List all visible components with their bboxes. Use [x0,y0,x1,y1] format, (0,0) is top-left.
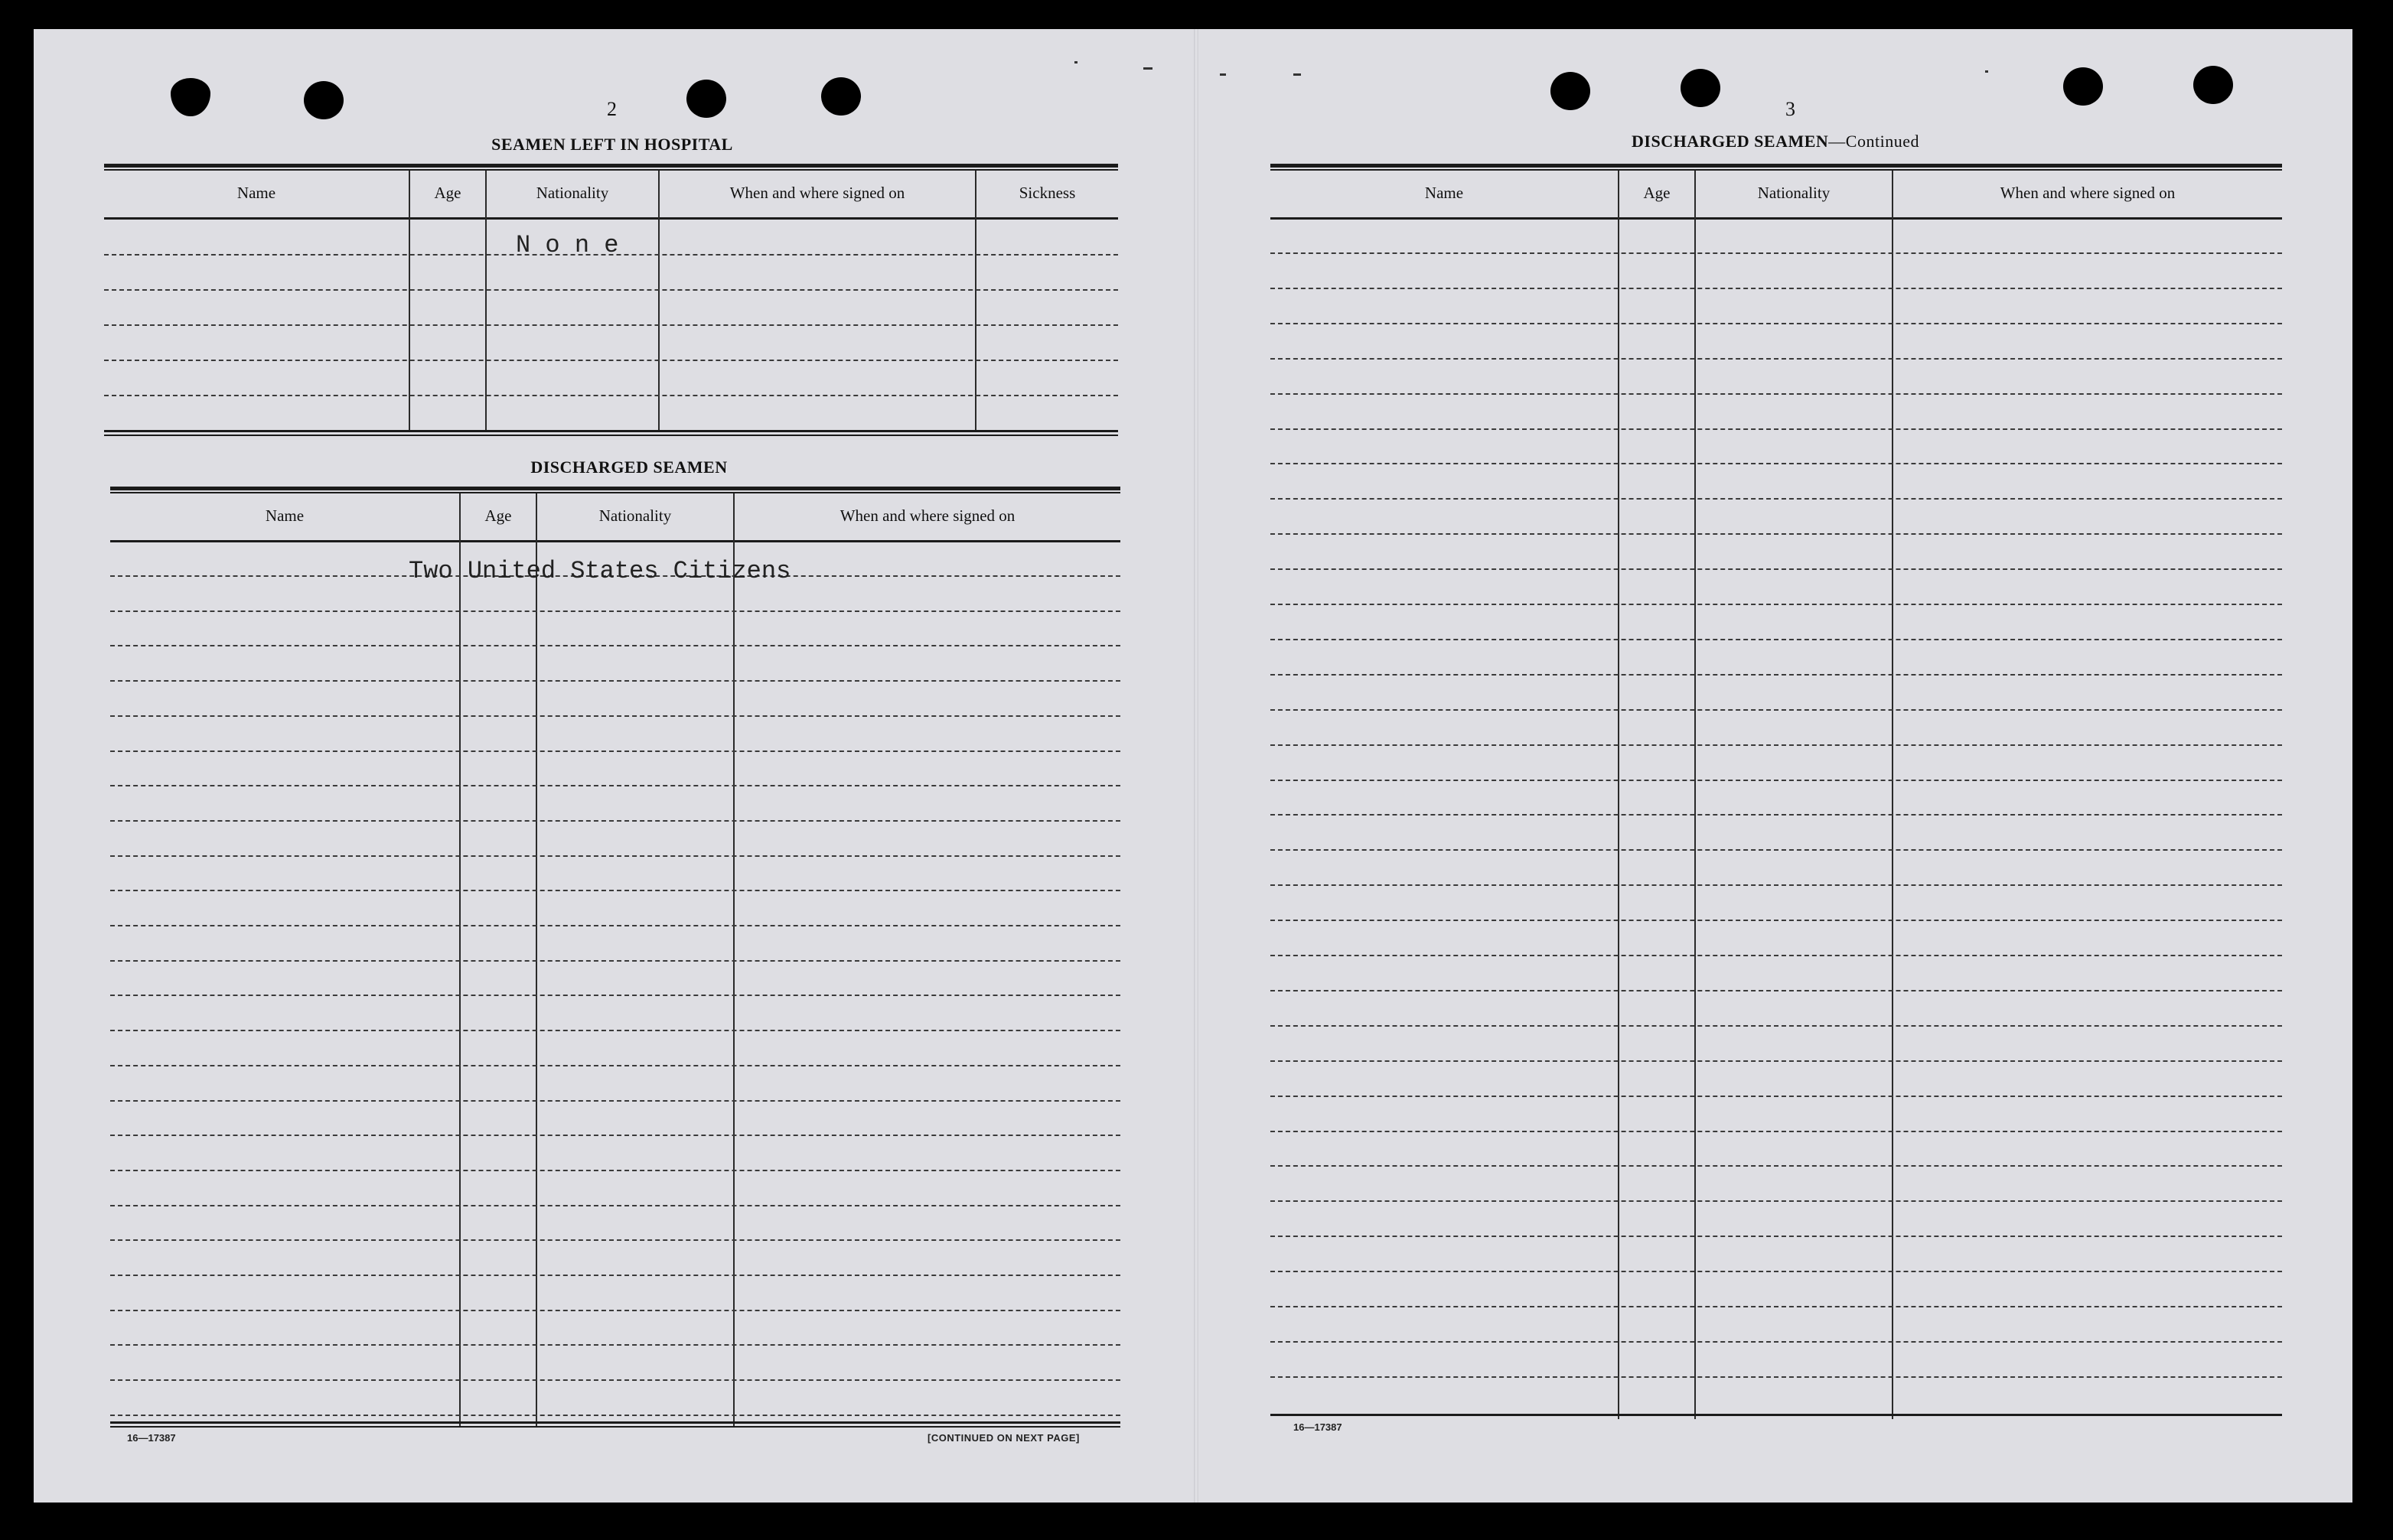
row-rule [1270,568,2282,570]
row-rule [110,960,1120,962]
row-rule [110,785,1120,786]
row-rule [1270,1165,2282,1167]
row-rule [110,715,1120,717]
hospital-table [104,164,1118,439]
row-rule [1270,884,2282,886]
row-rule [1270,709,2282,711]
row-rule [110,1135,1120,1136]
form-code-left: 16—17387 [127,1432,176,1444]
punch-hole [1550,72,1590,110]
row-rule [1270,1025,2282,1027]
col-header-age: Age [484,506,512,525]
row-rule [1270,1271,2282,1272]
punch-hole [686,80,726,118]
row-rule [110,1030,1120,1031]
column-divider [975,171,976,431]
row-rule [1270,920,2282,921]
col-header-nationality: Nationality [598,506,672,525]
page-number-left: 2 [607,98,617,120]
col-header-name: Name [236,184,276,202]
title-continued: —Continued [1828,132,1919,151]
row-rule [110,1275,1120,1276]
row-rule [1270,1341,2282,1343]
row-rule [110,855,1120,857]
row-rule [1270,288,2282,289]
row-rule [110,645,1120,646]
column-divider [658,171,660,431]
row-rule [110,680,1120,682]
punch-hole [2063,67,2103,106]
row-rule [1270,849,2282,851]
row-rule [1270,428,2282,430]
row-rule [1270,1200,2282,1202]
row-rule [1270,533,2282,535]
form-code-right: 16—17387 [1293,1421,1342,1433]
row-rule [1270,1131,2282,1132]
row-rule [1270,639,2282,640]
row-rule [1270,1376,2282,1378]
speck [1293,73,1301,76]
col-header-age: Age [434,184,461,202]
table-bottom-rule [110,1421,1120,1424]
continued-note: [CONTINUED ON NEXT PAGE] [928,1432,1080,1444]
speck [1143,67,1152,70]
col-header-age: Age [1643,184,1671,202]
punch-hole [304,81,344,119]
row-rule [1270,498,2282,500]
col-header-name: Name [1424,184,1464,202]
title-main: DISCHARGED SEAMEN [1632,132,1829,151]
table-top-rule [1270,169,2282,171]
punch-hole [1681,69,1720,107]
row-rule [110,820,1120,822]
row-rule [1270,1236,2282,1237]
col-header-name: Name [265,506,305,525]
row-rule [1270,393,2282,395]
row-rule [110,1310,1120,1311]
col-header-signed-on: When and where signed on [2000,184,2176,202]
col-header-nationality: Nationality [1757,184,1831,202]
row-rule [110,890,1120,891]
row-rule [1270,814,2282,816]
discharged-continued-title [1584,132,1967,151]
row-rule [110,1065,1120,1066]
col-header-nationality: Nationality [536,184,609,202]
table-top-rule [104,164,1118,168]
table-bottom-rule [104,435,1118,436]
discharged-section-title: DISCHARGED SEAMEN [530,457,728,477]
page-fold [1194,29,1198,1503]
page-number-right: 3 [1785,98,1795,120]
row-rule [104,360,1118,361]
speck [1985,70,1988,73]
row-rule [110,1100,1120,1102]
punch-hole [821,77,861,116]
column-divider [485,171,487,431]
row-rule [1270,780,2282,781]
hospital-entry: N o n e [516,231,619,259]
row-rule [110,925,1120,926]
row-rule [110,750,1120,752]
row-rule [110,1379,1120,1381]
discharged-entry: Two United States Citizens [409,557,791,585]
row-rule [104,324,1118,326]
row-rule [110,1344,1120,1346]
row-rule [110,610,1120,612]
hospital-section-title: SEAMEN LEFT IN HOSPITAL [491,135,733,154]
col-header-sickness: Sickness [1019,184,1076,202]
row-rule [110,1415,1120,1416]
row-rule [104,395,1118,396]
row-rule [1270,463,2282,464]
table-top-rule [104,169,1118,171]
row-rule [1270,323,2282,324]
row-rule [110,1239,1120,1241]
header-rule [110,540,1120,542]
discharged-table [110,487,1120,1435]
row-rule [110,1170,1120,1171]
row-rule [1270,358,2282,360]
column-divider [409,171,410,431]
header-rule [104,217,1118,220]
row-rule [1270,1096,2282,1097]
table-top-rule [110,492,1120,493]
col-header-signed-on: When and where signed on [840,506,1016,525]
table-top-rule [1270,164,2282,168]
row-rule [1270,604,2282,605]
table-top-rule [110,487,1120,490]
row-rule [1270,252,2282,254]
header-rule [1270,217,2282,220]
col-header-signed-on: When and where signed on [729,184,905,202]
punch-hole [2193,66,2233,104]
row-rule [1270,744,2282,746]
row-rule [1270,1306,2282,1307]
row-rule [1270,1060,2282,1062]
row-rule [110,1205,1120,1206]
row-rule [110,995,1120,996]
discharged-continued-table [1270,164,2282,1418]
speck [1074,61,1078,63]
row-rule [1270,955,2282,956]
row-rule [1270,674,2282,676]
table-bottom-rule [1270,1414,2282,1416]
table-bottom-rule [104,430,1118,432]
row-rule [1270,990,2282,991]
row-rule [104,289,1118,291]
speck [1220,73,1226,76]
table-bottom-rule [110,1426,1120,1428]
